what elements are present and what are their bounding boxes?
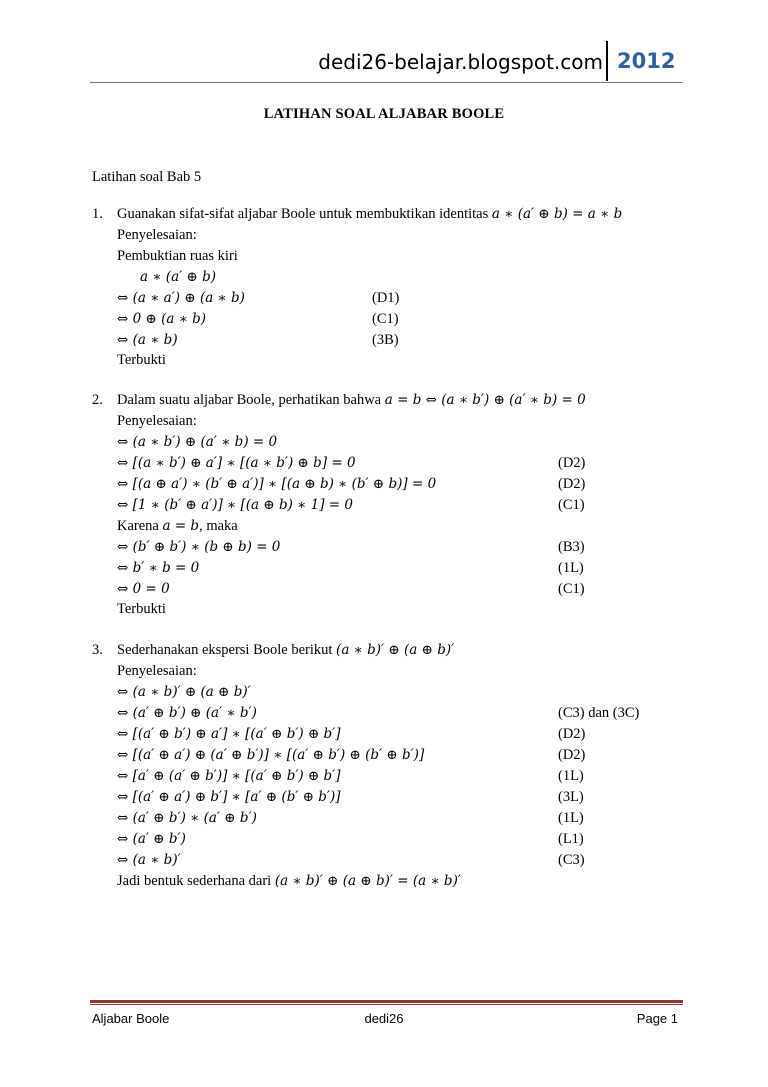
q1-conclusion: Terbukti — [117, 352, 166, 368]
header-year: 2012 — [617, 49, 676, 73]
step-expression: ⇔ (a ∗ b)′ ⊕ (a ⊕ b)′ — [117, 684, 251, 700]
footer-rule-thick — [90, 1000, 683, 1003]
footer-center: dedi26 — [364, 1011, 404, 1026]
q2-karena-text: Karena — [117, 518, 159, 534]
q3-final-text: Jadi bentuk sederhana dari — [117, 873, 272, 889]
step-expression: ⇔ (a′ ⊕ b′) — [117, 831, 186, 847]
intro-text: Latihan soal Bab 5 — [92, 169, 202, 185]
q3-solution-label: Penyelesaian: — [117, 663, 197, 679]
q2-number: 2. — [92, 392, 103, 408]
q3-number: 3. — [92, 642, 103, 658]
q2-karena-math: a = b — [162, 518, 200, 534]
step-expression: ⇔ (a′ ⊕ b′) ⊕ (a′ ∗ b′) — [117, 705, 257, 721]
page-title: LATIHAN SOAL ALJABAR BOOLE — [263, 106, 505, 122]
step-reference: (B3) — [558, 539, 585, 555]
q1-statement — [117, 205, 622, 223]
q1-solution-label: Penyelesaian: — [117, 227, 197, 243]
header-site: dedi26-belajar.blogspot.com — [318, 50, 603, 74]
q2-karena-suffix: , maka — [199, 518, 238, 534]
step-expression: ⇔ (b′ ⊕ b′) ∗ (b ⊕ b) = 0 — [117, 539, 281, 555]
step-reference: (D2) — [558, 476, 586, 492]
step-reference: (D2) — [558, 455, 586, 471]
step-reference: (D2) — [558, 747, 586, 763]
step-expression: ⇔ (a′ ⊕ b′) ∗ (a′ ⊕ b′) — [117, 810, 257, 826]
step-reference: (D1) — [372, 290, 400, 306]
footer-right: Page 1 — [636, 1011, 678, 1026]
q2-statement — [117, 391, 586, 409]
q2-solution-label: Penyelesaian: — [117, 413, 197, 429]
q2-conclusion: Terbukti — [117, 601, 166, 617]
step-expression: ⇔ (a ∗ b) — [117, 332, 178, 348]
step-expression: ⇔ [(a′ ⊕ a′) ⊕ (a′ ⊕ b′)] ∗ [(a′ ⊕ b′) ⊕ (b′ ⊕ b′)] — [117, 747, 425, 763]
step-expression: ⇔ (a ∗ b)′ — [117, 852, 181, 868]
q2-math: a = b ⇔ (a ∗ b′) ⊕ (a′ ∗ b) = 0 — [384, 392, 586, 408]
header-separator — [606, 41, 608, 81]
step-reference: (C1) — [372, 311, 399, 327]
step-reference: (C1) — [558, 497, 585, 513]
step-reference: (D2) — [558, 726, 586, 742]
step-reference: (C3) — [558, 852, 585, 868]
step-expression: ⇔ 0 ⊕ (a ∗ b) — [117, 311, 207, 327]
q1-number: 1. — [92, 206, 103, 222]
step-reference: (1L) — [558, 560, 584, 576]
step-reference: (3L) — [558, 789, 584, 805]
q1-start: a ∗ (a′ ⊕ b) — [140, 269, 216, 285]
q2-text: Dalam suatu aljabar Boole, perhatikan bahwa — [117, 392, 382, 408]
q2-karena — [117, 517, 238, 535]
step-expression: ⇔ [(a ⊕ a′) ∗ (b′ ⊕ a′)] ∗ [(a ⊕ b) ∗ (b′ ⊕ b)] = 0 — [117, 476, 437, 492]
step-expression: ⇔ 0 = 0 — [117, 581, 170, 597]
step-expression: ⇔ [(a′ ⊕ b′) ⊕ a′] ∗ [(a′ ⊕ b′) ⊕ b′] — [117, 726, 341, 742]
q1-math: a ∗ (a′ ⊕ b) = a ∗ b — [491, 206, 623, 222]
step-expression: ⇔ [(a ∗ b′) ⊕ a′] ∗ [(a ∗ b′) ⊕ b] = 0 — [117, 455, 356, 471]
step-expression: ⇔ (a ∗ a′) ⊕ (a ∗ b) — [117, 290, 245, 306]
step-reference: (1L) — [558, 768, 584, 784]
step-reference: (3B) — [372, 332, 399, 348]
step-reference: (1L) — [558, 810, 584, 826]
q1-sub: Pembuktian ruas kiri — [117, 248, 238, 264]
footer-left: Aljabar Boole — [92, 1011, 170, 1026]
q3-final-math: (a ∗ b)′ ⊕ (a ⊕ b)′ = (a ∗ b)′ — [274, 873, 461, 889]
q3-final — [117, 872, 461, 890]
step-expression: ⇔ [a′ ⊕ (a′ ⊕ b′)] ∗ [(a′ ⊕ b′) ⊕ b′] — [117, 768, 341, 784]
footer-rule-thin — [90, 1004, 683, 1005]
q3-text: Sederhanakan ekspersi Boole berikut — [117, 642, 333, 658]
step-expression: ⇔ (a ∗ b′) ⊕ (a′ ∗ b) = 0 — [117, 434, 278, 450]
step-reference: (L1) — [558, 831, 584, 847]
q3-math: (a ∗ b)′ ⊕ (a ⊕ b)′ — [336, 642, 455, 658]
header-rule — [90, 82, 683, 83]
q1-text: Guanakan sifat-sifat aljabar Boole untuk membuktikan identitas — [117, 206, 489, 222]
step-expression: ⇔ b′ ∗ b = 0 — [117, 560, 200, 576]
step-expression: ⇔ [1 ∗ (b′ ⊕ a′)] ∗ [(a ⊕ b) ∗ 1] = 0 — [117, 497, 353, 513]
step-reference: (C3) dan (3C) — [558, 705, 640, 721]
step-expression: ⇔ [(a′ ⊕ a′) ⊕ b′] ∗ [a′ ⊕ (b′ ⊕ b′)] — [117, 789, 341, 805]
step-reference: (C1) — [558, 581, 585, 597]
q3-statement — [117, 641, 454, 659]
